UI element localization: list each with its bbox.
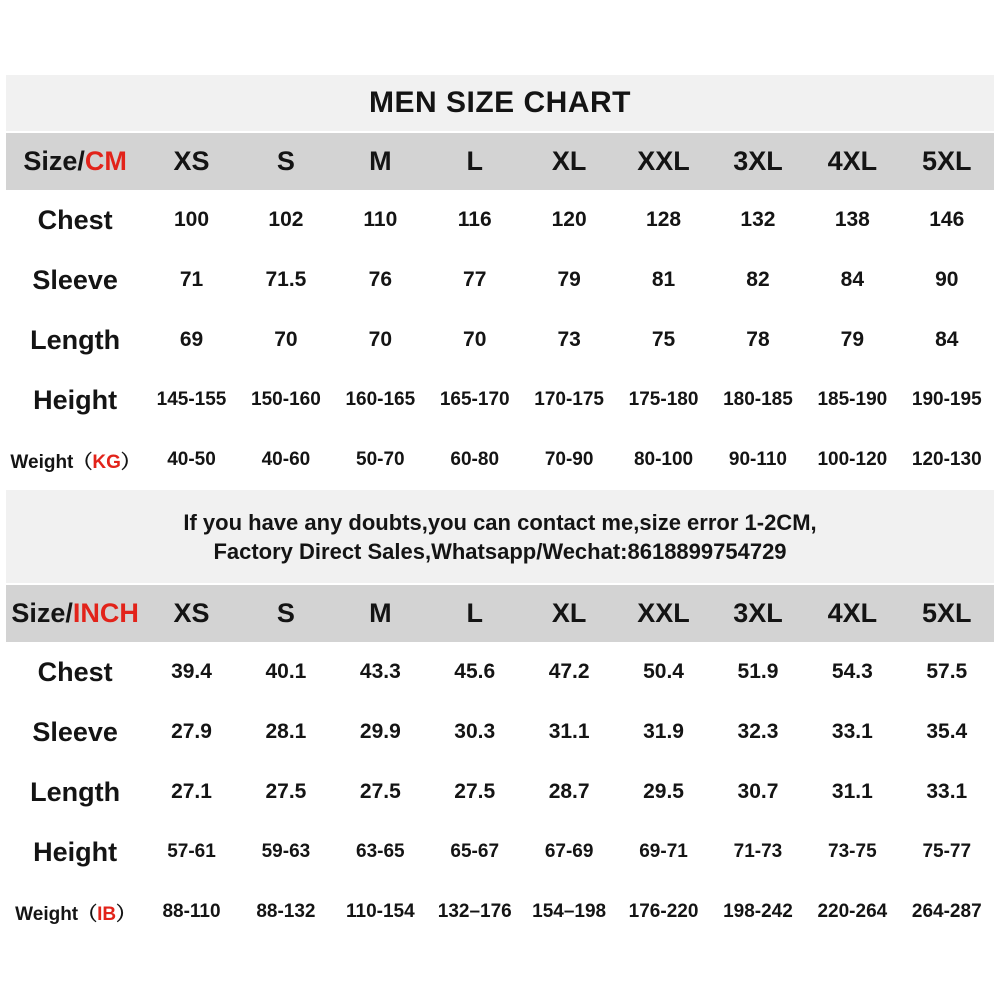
cell-value: 90-110 [728, 449, 788, 470]
chart-title: MEN SIZE CHART [6, 75, 994, 131]
contact-note-line1: If you have any doubts,you can contact me,size error 1-2CM, [183, 509, 817, 535]
cell-value: 28.1 [265, 720, 307, 743]
cell-value: 160-165 [345, 389, 416, 410]
cell-value: 176-220 [628, 901, 699, 922]
cell-value: 100-120 [817, 449, 888, 470]
cell-value: 90 [935, 268, 959, 291]
cell-value: 32.3 [737, 720, 779, 743]
cell-value: 102 [268, 208, 304, 231]
cell-value: 27.5 [359, 780, 401, 803]
size-column-header: 4XL [805, 585, 899, 642]
cell-value: 51.9 [737, 660, 779, 683]
size-column-header: 5XL [900, 585, 994, 642]
weight-unit-text: KG [92, 451, 121, 473]
cell-value: 110-154 [345, 901, 415, 922]
cell-value: 28.7 [548, 780, 590, 803]
size-column-header: XS [144, 133, 238, 190]
cell-value: 79 [557, 268, 581, 291]
cell-value: 132 [740, 208, 776, 231]
cell-value: 190-195 [911, 389, 982, 410]
cell-value: 27.5 [454, 780, 496, 803]
measurement-row [6, 702, 994, 762]
cell-value: 88-132 [256, 901, 316, 922]
cell-value: 69 [179, 328, 204, 351]
cell-value: 33.1 [831, 720, 873, 743]
size-header-prefix: Size/ [23, 146, 85, 176]
cell-value: 70-90 [544, 449, 594, 470]
cell-value: 145-155 [156, 389, 227, 410]
cell-value: 65-67 [450, 841, 500, 862]
weight-unit-text: IB [97, 903, 117, 925]
cell-value: 39.4 [171, 660, 212, 683]
cell-value: 84 [840, 268, 865, 291]
cell-value: 71 [179, 268, 204, 291]
cell-value: 43.3 [359, 660, 401, 683]
cell-value: 84 [935, 328, 959, 351]
size-column-header: XXL [616, 585, 710, 642]
size-column-header: M [333, 133, 427, 190]
weight-row-label [6, 882, 144, 942]
cell-value: 120-130 [911, 449, 982, 470]
inch-header-row [6, 585, 994, 642]
cell-value: 198-242 [723, 901, 793, 922]
cell-value: 82 [746, 268, 770, 291]
weight-label-close: ） [116, 903, 136, 925]
cell-value: 88-110 [162, 901, 221, 922]
measurement-row [6, 370, 994, 430]
cell-value: 63-65 [356, 841, 405, 862]
cell-value: 80-100 [633, 449, 694, 470]
weight-label-close: ） [120, 451, 140, 473]
measurement-row [6, 250, 994, 310]
cell-value: 40.1 [265, 660, 307, 683]
cell-value: 45.6 [454, 660, 496, 683]
size-unit-header-inch [6, 585, 144, 642]
inch-size-table [6, 585, 994, 942]
size-column-header: 5XL [900, 133, 994, 190]
cell-value: 77 [463, 268, 487, 291]
cell-value: 116 [457, 208, 492, 231]
cell-value: 31.1 [831, 780, 873, 803]
size-column-header: 3XL [711, 585, 805, 642]
cell-value: 50-70 [356, 449, 405, 470]
cell-value: 47.2 [548, 660, 590, 683]
measurement-row [6, 430, 994, 490]
cell-value: 70 [368, 328, 392, 351]
cell-value: 75-77 [922, 841, 972, 862]
row-label: Sleeve [32, 264, 118, 295]
size-column-header: XL [522, 133, 616, 190]
cell-value: 50.4 [643, 660, 684, 683]
measurement-row [6, 642, 994, 702]
cell-value: 132–176 [437, 901, 512, 922]
cell-value: 27.5 [265, 780, 307, 803]
size-header-unit-cm: CM [84, 146, 127, 176]
cell-value: 180-185 [723, 389, 793, 410]
cell-value: 59-63 [261, 841, 311, 862]
row-label: Height [33, 384, 118, 415]
cell-value: 154–198 [532, 901, 607, 922]
cell-value: 31.9 [643, 720, 684, 743]
cell-value: 40-60 [261, 449, 311, 470]
cell-value: 220-264 [817, 901, 888, 922]
cell-value: 170-175 [534, 389, 604, 410]
cell-value: 35.4 [926, 720, 968, 743]
size-column-header: XS [144, 585, 238, 642]
cell-value: 33.1 [926, 780, 968, 803]
size-unit-header-cm [6, 133, 144, 190]
cell-value: 110 [363, 208, 398, 231]
cell-value: 75 [651, 328, 676, 351]
size-column-header: XL [522, 585, 616, 642]
size-column-header: S [239, 585, 333, 642]
cell-value: 29.5 [643, 780, 684, 803]
contact-note-line2: Factory Direct Sales,Whatsapp/Wechat:8618899754729 [213, 538, 787, 564]
cell-value: 146 [929, 208, 965, 231]
cell-value: 150-160 [251, 389, 321, 410]
cell-value: 73-75 [828, 841, 877, 862]
cell-value: 30.7 [737, 780, 779, 803]
measurement-row [6, 822, 994, 882]
size-column-header: L [428, 585, 522, 642]
row-label: Height [33, 836, 118, 867]
cell-value: 185-190 [817, 389, 888, 410]
measurement-row [6, 762, 994, 822]
cell-value: 175-180 [628, 389, 699, 410]
cell-value: 57.5 [926, 660, 968, 683]
cell-value: 128 [646, 208, 682, 231]
cell-value: 27.1 [171, 780, 212, 803]
weight-label-text: Weight（ [10, 451, 93, 473]
row-label: Length [30, 324, 121, 355]
row-label: Chest [37, 204, 113, 235]
cell-value: 54.3 [831, 660, 873, 683]
cell-value: 71-73 [733, 841, 783, 862]
size-chart-panel [6, 75, 994, 942]
cell-value: 69-71 [639, 841, 688, 862]
cell-value: 70 [274, 328, 298, 351]
weight-row-label [6, 430, 144, 490]
cell-value: 57-61 [167, 841, 216, 862]
size-column-header: M [333, 585, 427, 642]
measurement-row [6, 190, 994, 250]
cell-value: 81 [651, 268, 676, 291]
cell-value: 79 [840, 328, 865, 351]
cell-value: 27.9 [171, 720, 212, 743]
cell-value: 73 [557, 328, 581, 351]
size-header-prefix: Size/ [11, 598, 73, 628]
contact-note [6, 490, 994, 583]
cell-value: 70 [463, 328, 487, 351]
cell-value: 76 [368, 268, 392, 291]
cell-value: 264-287 [911, 901, 982, 922]
cell-value: 71.5 [265, 268, 307, 291]
row-label: Chest [37, 656, 113, 687]
size-column-header: S [239, 133, 333, 190]
cell-value: 29.9 [359, 720, 401, 743]
cell-value: 100 [173, 208, 210, 231]
cm-size-table [6, 133, 994, 490]
cell-value: 165-170 [439, 389, 510, 410]
size-column-header: L [428, 133, 522, 190]
row-label: Length [30, 776, 121, 807]
cell-value: 40-50 [167, 449, 216, 470]
cell-value: 60-80 [450, 449, 500, 470]
measurement-row [6, 310, 994, 370]
weight-label-text: Weight（ [15, 903, 98, 925]
cell-value: 120 [551, 208, 587, 231]
cell-value: 31.1 [548, 720, 590, 743]
row-label: Sleeve [32, 716, 118, 747]
cm-header-row [6, 133, 994, 190]
cell-value: 78 [746, 328, 770, 351]
cell-value: 30.3 [454, 720, 496, 743]
size-column-header: XXL [616, 133, 710, 190]
size-header-unit-inch: INCH [72, 598, 139, 628]
size-column-header: 4XL [805, 133, 899, 190]
cell-value: 67-69 [544, 841, 594, 862]
measurement-row [6, 882, 994, 942]
cell-value: 138 [834, 208, 870, 231]
size-column-header: 3XL [711, 133, 805, 190]
